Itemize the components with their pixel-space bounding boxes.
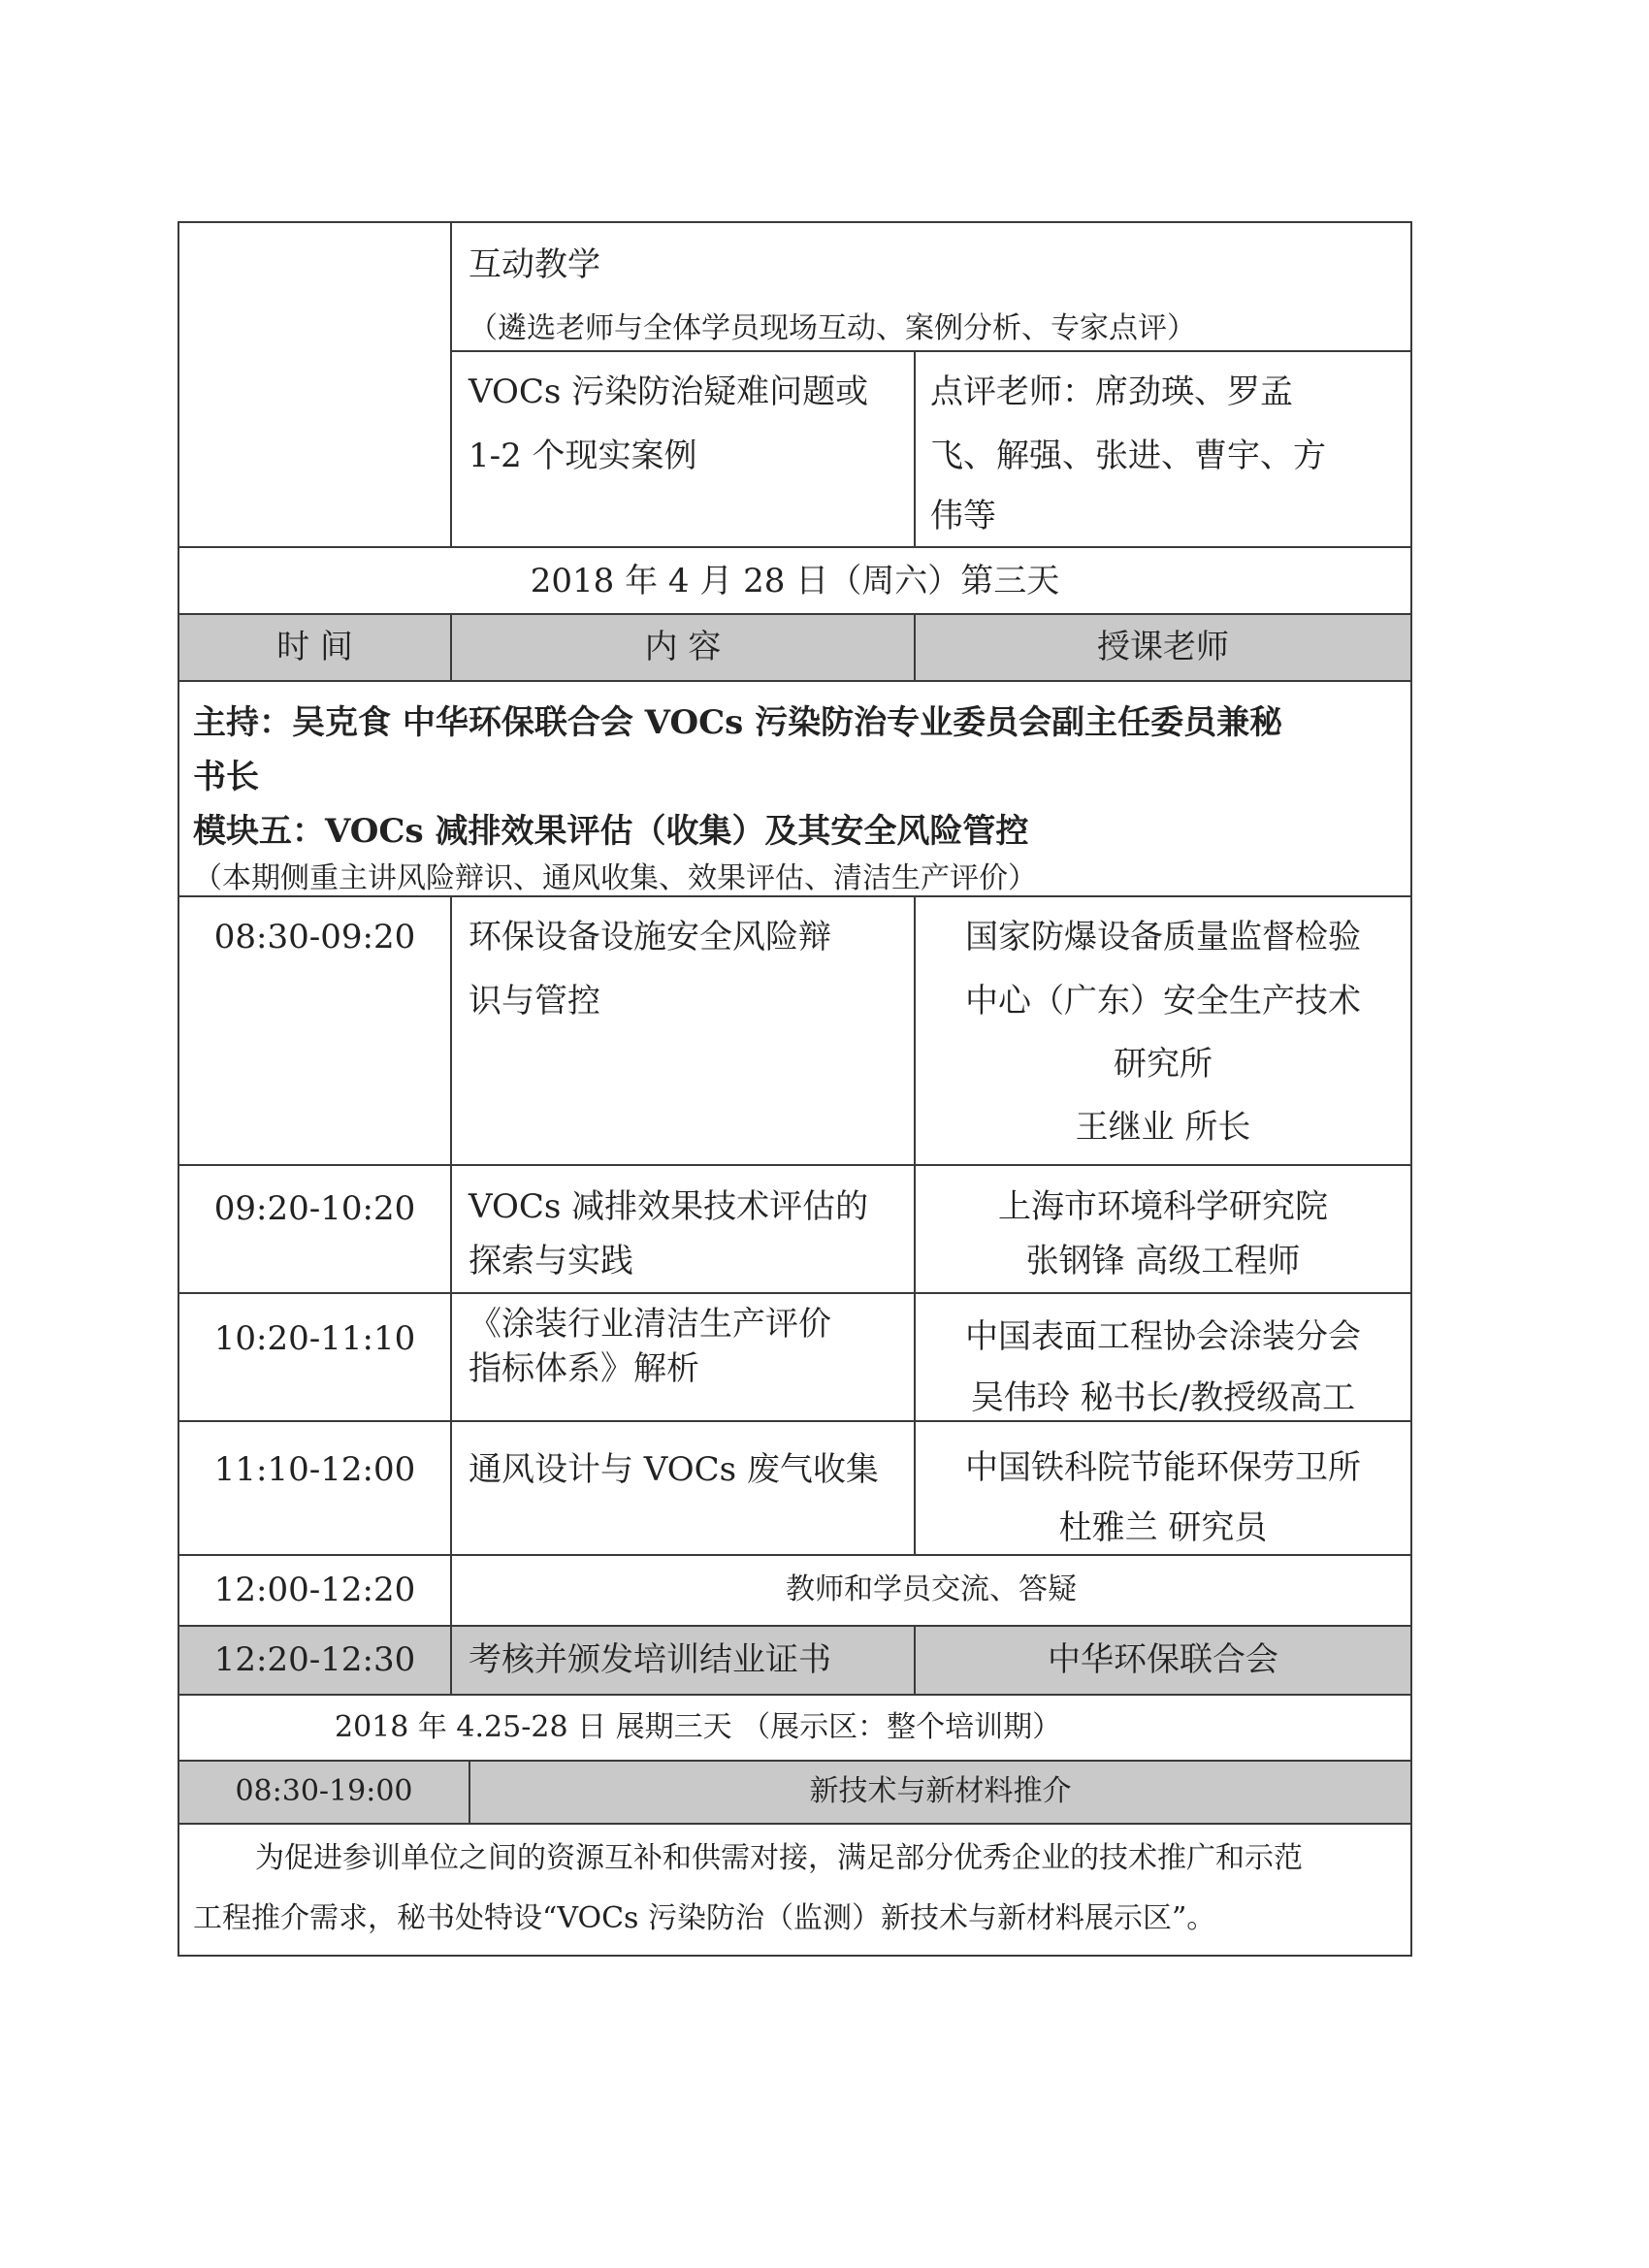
expo-time: 08:30-19:00 <box>235 1774 413 1808</box>
case-topic-line-2: 1-2 个现实案例 <box>469 437 697 475</box>
row2-content-line-1: VOCs 减排效果技术评估的 <box>469 1187 869 1226</box>
row2-teacher-line-2: 张钢锋 高级工程师 <box>1025 1242 1301 1280</box>
qa-time: 12:00-12:20 <box>213 1571 416 1609</box>
row1-teacher-line-4: 王继业 所长 <box>1075 1108 1251 1147</box>
host-line-2: 书长 <box>193 758 259 796</box>
qa-text: 教师和学员交流、答疑 <box>786 1572 1077 1606</box>
expo-desc-line-1: 为促进参训单位之间的资源互补和供需对接，满足部分优秀企业的技术推广和示范 <box>255 1841 1303 1875</box>
expo-title: 新技术与新材料推介 <box>809 1774 1072 1808</box>
case-topic-line-1: VOCs 污染防治疑难问题或 <box>469 373 869 411</box>
row3-time: 10:20-11:10 <box>213 1319 416 1358</box>
row4-teacher-line-2: 杜雅兰 研究员 <box>1058 1508 1268 1547</box>
day3-date-header: 2018 年 4 月 28 日（周六）第三天 <box>530 562 1060 600</box>
row1-content-line-1: 环保设备设施安全风险辩 <box>469 918 831 956</box>
row1-time: 08:30-09:20 <box>213 918 416 956</box>
reviewers-line-3: 伟等 <box>930 497 996 535</box>
top-left-cell <box>178 221 452 548</box>
row3-teacher-line-1: 中国表面工程协会涂装分会 <box>965 1317 1361 1356</box>
row3-content-line-1: 《涂装行业清洁生产评价 <box>469 1305 831 1344</box>
col-content-label: 内 容 <box>644 628 722 666</box>
cert-content: 考核并颁发培训结业证书 <box>469 1640 831 1679</box>
host-line-1: 主持：吴克食 中华环保联合会 VOCs 污染防治专业委员会副主任委员兼秘 <box>193 703 1283 742</box>
row3-content-line-2: 指标体系》解析 <box>469 1349 699 1388</box>
reviewers-line-1: 点评老师：席劲瑛、罗孟 <box>930 373 1293 411</box>
interactive-title: 互动教学 <box>469 245 600 284</box>
expo-header: 2018 年 4.25-28 日 展期三天 （展示区：整个培训期） <box>335 1710 1062 1744</box>
row4-teacher-line-1: 中国铁科院节能环保劳卫所 <box>965 1448 1361 1487</box>
interactive-note: （遴选老师与全体学员现场互动、案例分析、专家点评） <box>469 311 1196 345</box>
col-time-label: 时 间 <box>276 628 353 666</box>
row2-teacher-line-1: 上海市环境科学研究院 <box>998 1187 1328 1226</box>
cert-teacher: 中华环保联合会 <box>1048 1640 1278 1679</box>
row2-content-line-2: 探索与实践 <box>469 1242 633 1280</box>
row4-content-line-1: 通风设计与 VOCs 废气收集 <box>469 1450 879 1489</box>
reviewers-line-2: 飞、解强、张进、曹宇、方 <box>930 437 1326 475</box>
module-note: （本期侧重主讲风险辩识、通风收集、效果评估、清洁生产评价） <box>193 861 1037 895</box>
row1-teacher-line-3: 研究所 <box>1114 1045 1212 1084</box>
col-teacher-label: 授课老师 <box>1097 628 1229 666</box>
module-title: 模块五：VOCs 减排效果评估（收集）及其安全风险管控 <box>193 812 1029 851</box>
expo-desc-line-2: 工程推介需求，秘书处特设“VOCs 污染防治（监测）新技术与新材料展示区”。 <box>193 1901 1216 1935</box>
row1-content-line-2: 识与管控 <box>469 982 600 1021</box>
cert-time: 12:20-12:30 <box>213 1640 416 1679</box>
row3-teacher-line-2: 吴伟玲 秘书长/教授级高工 <box>970 1378 1356 1417</box>
row1-teacher-line-2: 中心（广东）安全生产技术 <box>965 982 1361 1021</box>
row4-time: 11:10-12:00 <box>213 1450 416 1489</box>
row1-teacher-line-1: 国家防爆设备质量监督检验 <box>965 918 1361 956</box>
row2-time: 09:20-10:20 <box>213 1189 416 1228</box>
